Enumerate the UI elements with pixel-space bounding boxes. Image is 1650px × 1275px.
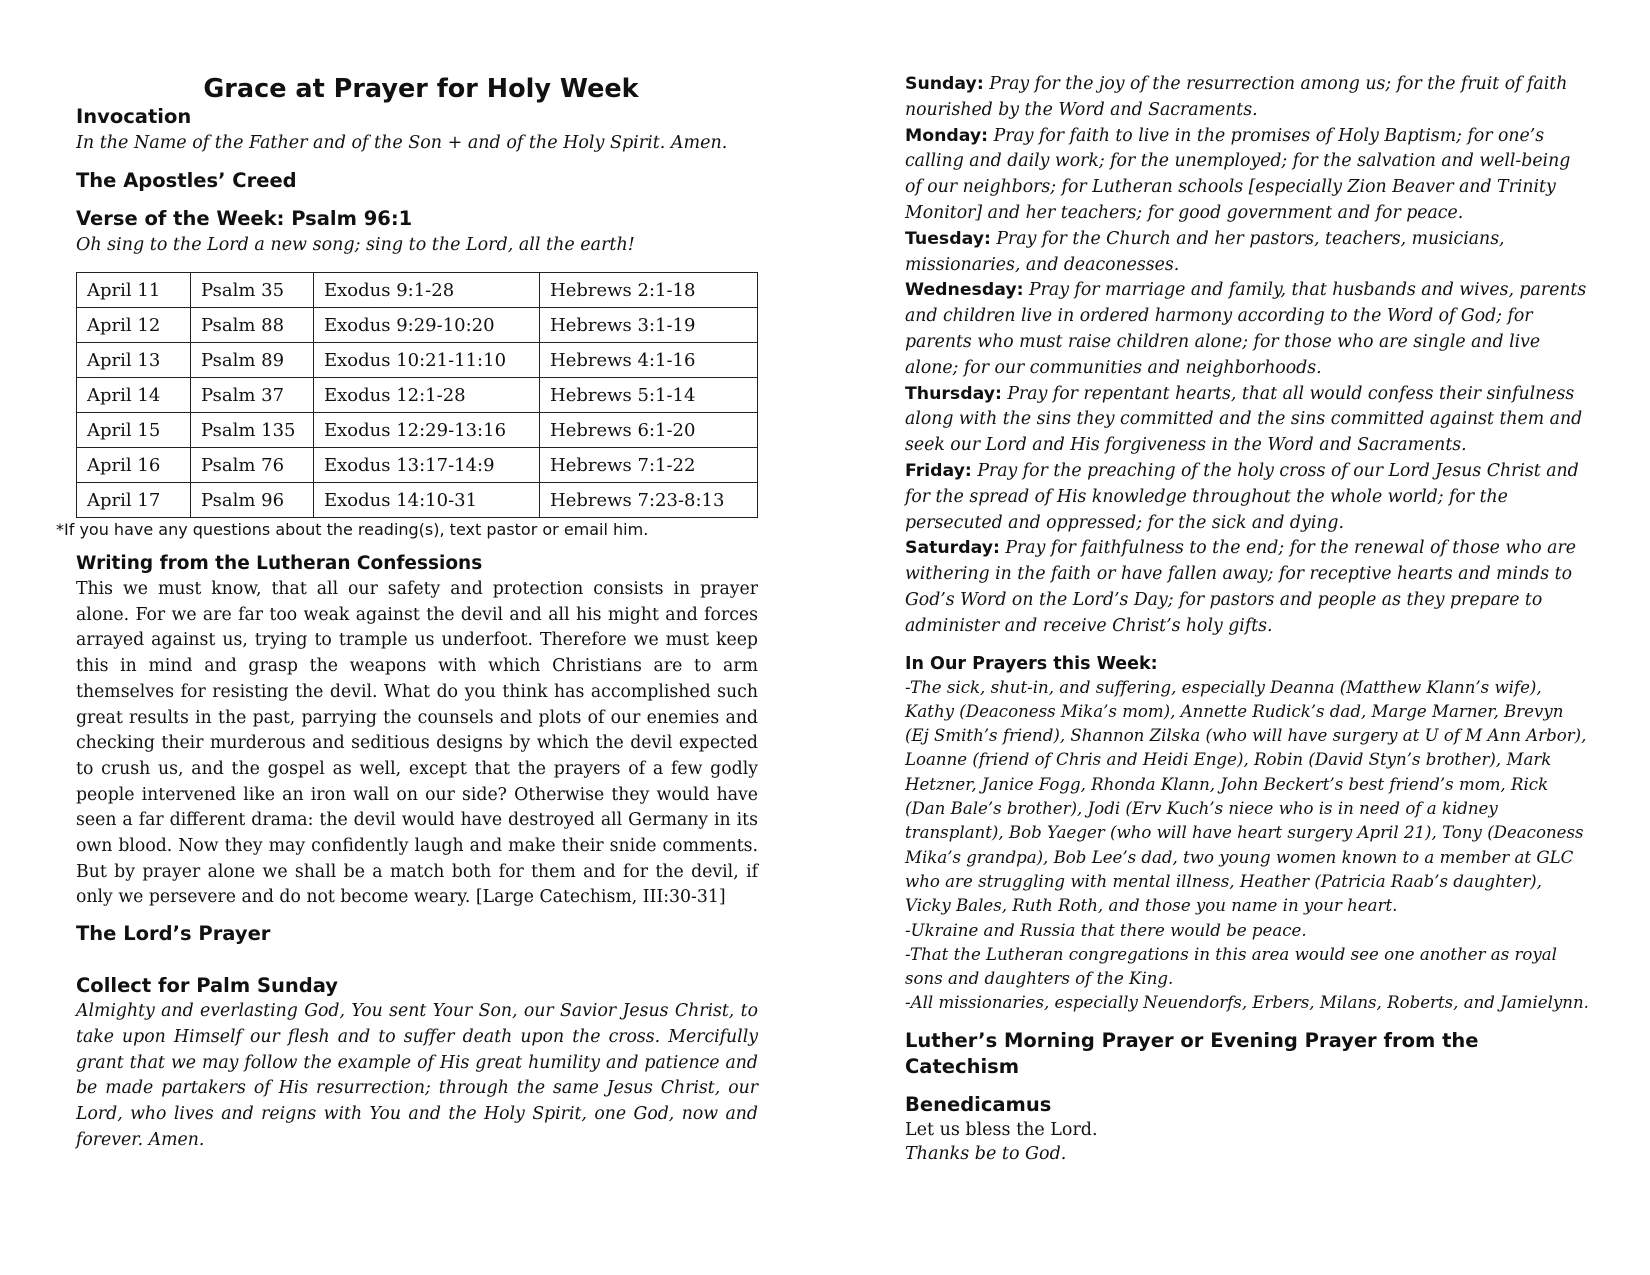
reading-psalm: Psalm 76 (191, 448, 314, 483)
spacer (905, 1016, 1589, 1028)
reading-row (77, 273, 758, 308)
reading-row (77, 308, 758, 343)
day-label: Friday: (905, 460, 972, 481)
day-text: Pray for the preaching of the holy cross of our Lord Jesus Christ and for the spread of His knowledge throughout the whole world; for the persecuted and oppressed; for the sick and dying. (905, 460, 1579, 533)
day-text: Pray for faithfulness to the end; for the renewal of those who are withering in the faith or have fallen away; for receptive hearts and minds to God’s Word on the Lord’s Day; for pastors and people as they prepare to administer and receive Christ’s holy gifts. (905, 538, 1576, 636)
reading-psalm: Psalm 96 (191, 483, 314, 518)
day-prayer (905, 382, 1589, 459)
readings-table (76, 272, 758, 518)
prayers-list (905, 676, 1589, 1016)
prayer-item: -All missionaries, especially Neuendorfs, Erbers, Milans, Roberts, and Jamielynn. (905, 993, 1589, 1013)
spacer (905, 640, 1589, 652)
day-prayer (905, 124, 1589, 227)
reading-date: April 16 (77, 448, 191, 483)
reading-new-testament: Hebrews 6:1-20 (540, 413, 758, 448)
day-text: Pray for the joy of the resurrection among us; for the fruit of faith nourished by the Word and Sacraments. (905, 74, 1568, 120)
prayer-item: -The sick, shut-in, and suffering, especially Deanna (Matthew Klann’s wife), Kathy (Deaconess Mika’s mom), Annette Rudick’s dad, Marge Marner, Brevyn (Ej Smith’s friend), Shannon Zilska (who will have surgery at U of M Ann Arbor), Loanne (friend of Chris and Heidi Enge), Robin (David Styn’s brother), Mark Hetzner, Janice Fogg, Rhonda Klann, John Beckert’s best friend’s mom, Rick (Dan Bale’s brother), Jodi (Erv Kuch’s niece who is in need of a kidney transplant), Bob Yaeger (who will have heart surgery April 21), Tony (Deaconess Mika’s grandpa), Bob Lee’s dad, two young women known to a member at GLC who are struggling with mental illness, Heather (Patricia Raab’s daughter), Vicky Bales, Ruth Roth, and those you name in your heart. (905, 677, 1587, 916)
reading-old-testament: Exodus 12:1-28 (314, 378, 540, 413)
day-text: Pray for faith to live in the promises of Holy Baptism; for one’s calling and daily work; for the unemployed; for the salvation and well-being of our neighbors; for Lutheran schools [especially Zion Beaver and Trinity Monitor] and her teachers; for good government and for peace. (905, 125, 1571, 223)
reading-psalm: Psalm 37 (191, 378, 314, 413)
reading-new-testament: Hebrews 4:1-16 (540, 343, 758, 378)
spacer (905, 1080, 1589, 1092)
reading-date: April 14 (77, 378, 191, 413)
invocation-heading: Invocation (76, 105, 192, 128)
prayer-item: -That the Lutheran congregations in this area would see one another as royal sons and daughters of the King. (905, 944, 1557, 989)
benedicamus-line-1: Let us bless the Lord. (905, 1119, 1098, 1140)
day-label: Thursday: (905, 383, 1002, 404)
verse-heading: Verse of the Week: Psalm 96:1 (76, 207, 413, 230)
day-label: Saturday: (905, 538, 1000, 559)
spacer (76, 947, 758, 973)
day-label: Wednesday: (905, 280, 1024, 301)
verse-text: Oh sing to the Lord a new song; sing to the Lord, all the earth! (76, 235, 635, 255)
creed-heading: The Apostles’ Creed (76, 169, 297, 192)
reading-new-testament: Hebrews 5:1-14 (540, 378, 758, 413)
reading-psalm: Psalm 135 (191, 413, 314, 448)
reading-new-testament: Hebrews 3:1-19 (540, 308, 758, 343)
day-text: Pray for repentant hearts, that all would confess their sinfulness along with the sins they committed and the sins committed against them and seek our Lord and His forgiveness in the Word and Sacraments. (905, 383, 1583, 456)
invocation-text: In the Name of the Father and of the Son + and of the Holy Spirit. Amen. (76, 133, 728, 153)
day-label: Tuesday: (905, 228, 991, 249)
day-label: Sunday: (905, 74, 984, 94)
day-prayer (905, 536, 1589, 639)
reading-old-testament: Exodus 9:1-28 (314, 273, 540, 308)
reading-new-testament: Hebrews 2:1-18 (540, 273, 758, 308)
benedicamus-heading: Benedicamus (905, 1092, 1052, 1116)
reading-date: April 17 (77, 483, 191, 518)
collect-text: Almighty and everlasting God, You sent Your Son, our Savior Jesus Christ, to take upon Himself our flesh and to suffer death upon the cross. Mercifully grant that we may follow the example of His great humility and patience and be made partakers of His resurrection; through the same Jesus Christ, our Lord, who lives and reigns with You and the Holy Spirit, one God, now and forever. Amen. (76, 1001, 758, 1150)
day-prayer (905, 72, 1589, 124)
spacer (76, 911, 758, 921)
reading-old-testament: Exodus 12:29-13:16 (314, 413, 540, 448)
page-title: Grace at Prayer for Holy Week (203, 74, 639, 104)
lords-prayer-heading: The Lord’s Prayer (76, 922, 271, 946)
reading-new-testament: Hebrews 7:1-22 (540, 448, 758, 483)
prayer-item: -Ukraine and Russia that there would be peace. (905, 920, 1307, 940)
spacer (76, 156, 758, 168)
reading-row (77, 483, 758, 518)
collect-heading: Collect for Palm Sunday (76, 974, 339, 998)
reading-row (77, 378, 758, 413)
reading-psalm: Psalm 35 (191, 273, 314, 308)
reading-date: April 15 (77, 413, 191, 448)
reading-date: April 13 (77, 343, 191, 378)
day-prayer (905, 227, 1589, 279)
reading-row (77, 413, 758, 448)
prayers-heading: In Our Prayers this Week: (905, 653, 1158, 674)
right-column (905, 72, 1589, 1166)
spacer (76, 194, 758, 206)
day-prayer (905, 459, 1589, 536)
reading-psalm: Psalm 89 (191, 343, 314, 378)
readings-footnote: *If you have any questions about the reading(s), text pastor or email him. (56, 520, 649, 539)
reading-old-testament: Exodus 10:21-11:10 (314, 343, 540, 378)
reading-old-testament: Exodus 14:10-31 (314, 483, 540, 518)
confessions-heading: Writing from the Lutheran Confessions (76, 553, 483, 574)
day-text: Pray for marriage and family, that husbands and wives, parents and children live in ordered harmony according to the Word of God; for parents who must raise children alone; for those who are single and live alone; for our communities and neighborhoods. (905, 280, 1587, 378)
reading-new-testament: Hebrews 7:23-8:13 (540, 483, 758, 518)
reading-old-testament: Exodus 9:29-10:20 (314, 308, 540, 343)
spacer (76, 541, 758, 551)
day-prayer (905, 278, 1589, 381)
day-label: Monday: (905, 125, 989, 146)
confessions-text: This we must know, that all our safety and protection consists in prayer alone. For we are far too weak against the devil and all his might and forces arrayed against us, trying to trample us underfoot. Therefore we must keep this in mind and grasp the weapons with which Christians are to arm themselves for resisting the devil. What do you think has accomplished such great results in the past, parrying the counsels and plots of our enemies and checking their murderous and seditious designs by which the devil expected to crush us, and the gospel as well, except that the prayers of a few godly people intervened like an iron wall on our side? Otherwise they would have seen a far different drama: the devil would have destroyed all Germany in its own blood. Now they may confidently laugh and make their snide comments. But by prayer alone we shall be a match both for them and for the devil, if only we persevere and do not become weary. [Large Catechism, III:30-31] (76, 579, 758, 908)
day-text: Pray for the Church and her pastors, teachers, musicians, missionaries, and deaconesses. (905, 228, 1505, 275)
reading-date: April 12 (77, 308, 191, 343)
luther-prayer-heading: Luther’s Morning Prayer or Evening Prayer from the Catechism (905, 1028, 1479, 1078)
daily-prayers-list (905, 72, 1589, 640)
reading-row (77, 448, 758, 483)
reading-date: April 11 (77, 273, 191, 308)
reading-old-testament: Exodus 13:17-14:9 (314, 448, 540, 483)
reading-psalm: Psalm 88 (191, 308, 314, 343)
left-column (56, 74, 758, 1153)
reading-row (77, 343, 758, 378)
benedicamus-line-2: Thanks be to God. (905, 1143, 1067, 1164)
